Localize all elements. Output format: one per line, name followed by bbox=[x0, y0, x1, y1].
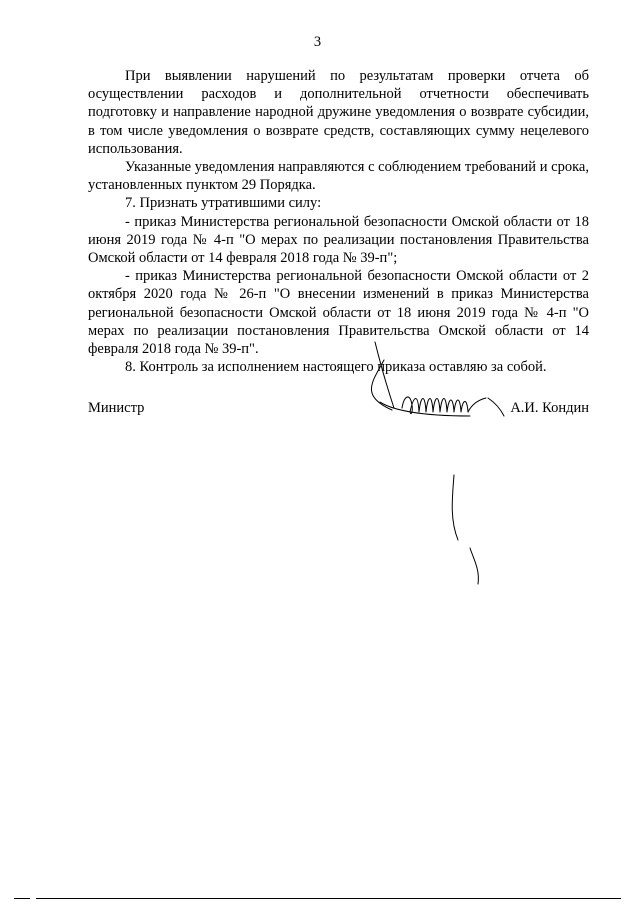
footer-rule bbox=[36, 898, 621, 899]
paragraph-notifications: Указанные уведомления направляются с соблюдением требований и срока, установленных пунктом 29 Порядка. bbox=[88, 159, 589, 194]
signer-name: А.И. Кондин bbox=[510, 400, 589, 416]
signer-title: Министр bbox=[88, 400, 145, 416]
paragraph-repealed-order-2: - приказ Министерства региональной безопасности Омской области от 2 октября 2020 года № 26-п "О внесении изменений в приказ Министерства региональной безопасности Омской области от 18 июня 2019 года № 4-п "О мерах по реализации постановления Правительства Омской области от 14 февраля 2018 года № 39-п". bbox=[88, 268, 589, 358]
signature-block bbox=[88, 400, 589, 420]
paragraph-repealed-order-1: - приказ Министерства региональной безопасности Омской области от 18 июня 2019 года № 4-п "О мерах по реализации постановления Правительства Омской области от 14 февраля 2018 года № 39-п"; bbox=[88, 213, 589, 267]
paragraph-item-7: 7. Признать утратившими силу: bbox=[125, 195, 322, 212]
paragraph-violations: При выявлении нарушений по результатам проверки отчета об осуществлении расходов и дополнительной отчетности обеспечивать подготовку и направление народной дружине уведомления о возврате субсидии, в том числе уведомления о возврате средств, составляющих сумму нецелевого использования. bbox=[88, 68, 589, 157]
paragraph-item-8: 8. Контроль за исполнением настоящего приказа оставляю за собой. bbox=[125, 359, 547, 376]
document-body bbox=[88, 67, 589, 376]
footer-rule-left bbox=[14, 898, 30, 899]
page-number: 3 bbox=[313, 34, 322, 50]
